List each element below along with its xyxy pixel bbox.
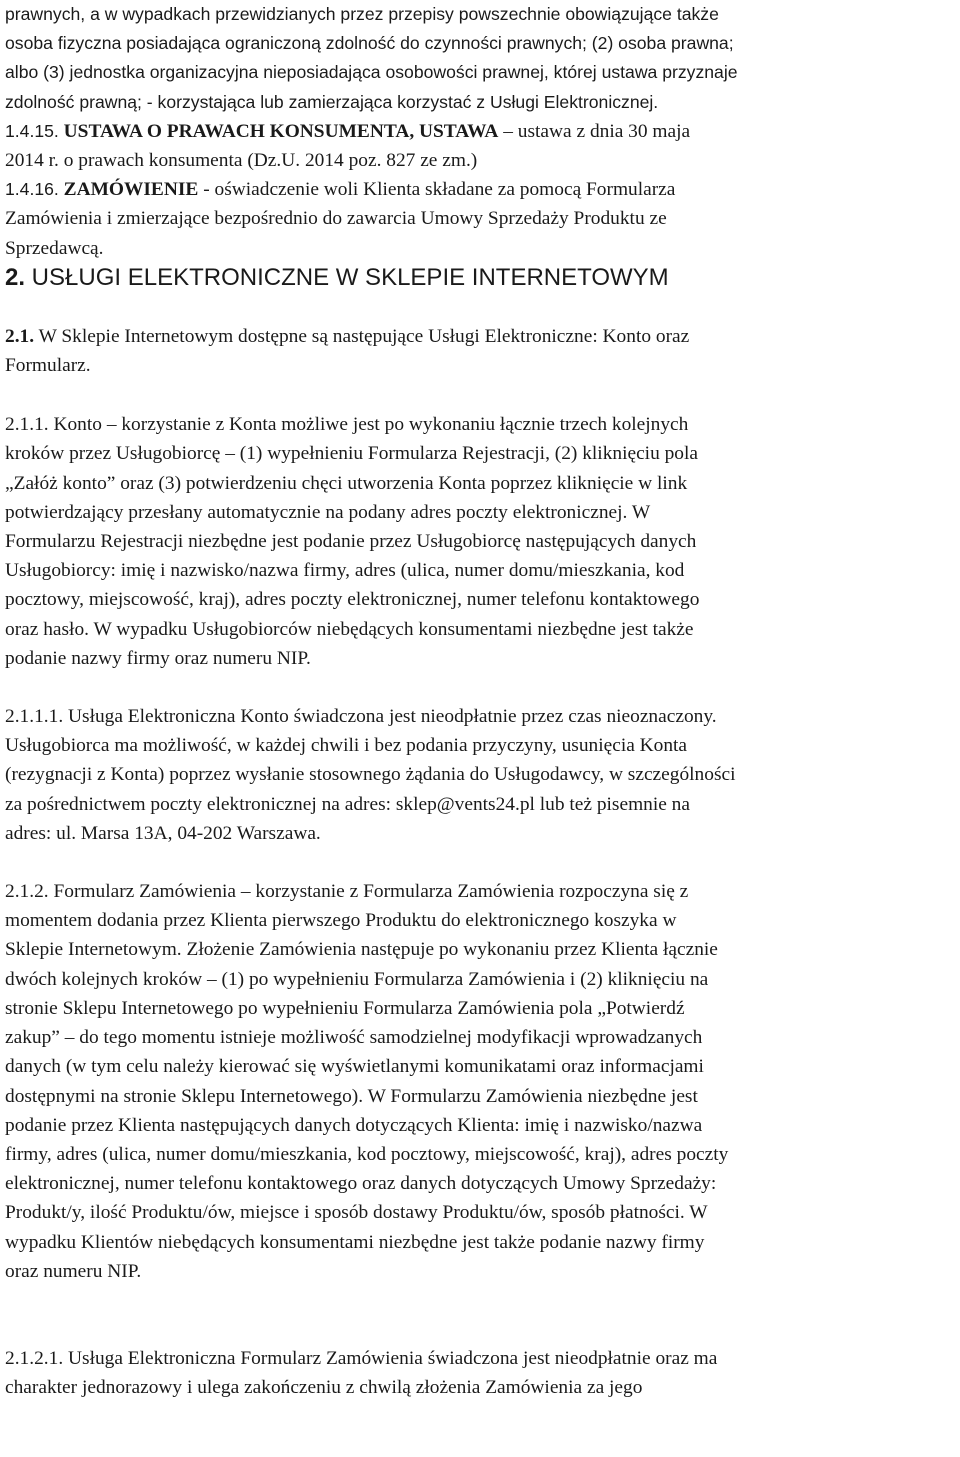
paragraph-2-1-1-1-line-5: adres: ul. Marsa 13A, 04-202 Warszawa. (5, 822, 321, 844)
paragraph-2-1-2-1 (5, 1344, 957, 1402)
paragraph-2-1-2-line-9: podanie przez Klienta następujących danych dotyczących Klienta: imię i nazwisko/nazwa (5, 1114, 703, 1136)
paragraph-2-1-2-line-12: Produkt/y, ilość Produktu/ów, miejsce i sposób dostawy Produktu/ów, sposób płatności. W (5, 1202, 708, 1224)
paragraph-2-1-2-line-6: zakup” – do tego momentu istnieje możliwość samodzielnej modyfikacji wprowadzanych (5, 1027, 703, 1049)
paragraph-text: Usługa Elektroniczna Formularz Zamówienia świadczona jest nieodpłatnie oraz ma (63, 1347, 718, 1369)
definition-1-4-16-line-1 (5, 175, 957, 204)
paragraph-2-1-1-1-line-3: (rezygnacji z Konta) poprzez wysłanie stosownego żądania do Usługodawcy, w szczególności (5, 764, 736, 786)
paragraph-number: 2.1.1. (5, 414, 49, 436)
definition-1-4-15 (5, 117, 957, 175)
definition-number: 1.4.16. (5, 179, 59, 200)
paragraph-text: W Sklepie Internetowym dostępne są następujące Usługi Elektroniczne: Konto oraz (34, 325, 690, 347)
paragraph-number: 2.1.1.1. (5, 706, 64, 728)
paragraph-2-1-2-line-8: dostępnymi na stronie Sklepu Internetowego). W Formularzu Zamówienia niezbędne jest (5, 1085, 698, 1107)
paragraph-text: Formularz Zamówienia – korzystanie z Formularza Zamówienia rozpoczyna się z (48, 881, 689, 903)
intro-line-1: prawnych, a w wypadkach przewidzianych przez przepisy powszechnie obowiązujące także (5, 4, 719, 24)
paragraph-2-1-2-line-5: stronie Sklepu Internetowego po wypełnieniu Formularza Zamówienia pola „Potwierdź (5, 997, 685, 1019)
paragraph-2-1-1-line-7: pocztowy, miejscowość, kraj), adres poczty elektronicznej, numer telefonu kontaktowego (5, 589, 700, 611)
definition-1-4-15-line-1 (5, 117, 957, 146)
paragraph-2-1-1-line-9: podanie nazwy firmy oraz numeru NIP. (5, 647, 311, 669)
definition-term: USTAWA O PRAWACH KONSUMENTA, USTAWA (63, 120, 499, 142)
paragraph-2-1 (5, 322, 957, 380)
paragraph-2-1-2-line-14: oraz numeru NIP. (5, 1260, 142, 1282)
definition-1-4-16 (5, 175, 957, 263)
document-page (5, 0, 957, 1402)
intro-line-2: osoba fizyczna posiadająca ograniczoną zdolność do czynności prawnych; (2) osoba prawna; (5, 33, 734, 54)
paragraph-2-1-2-line-3: Sklepie Internetowym. Złożenie Zamówienia następuje po wykonaniu przez Klienta łącznie (5, 939, 718, 961)
definition-text: - oświadczenie woli Klienta składane za pomocą Formularza (198, 179, 676, 201)
paragraph-2-1-1-1 (5, 702, 957, 848)
paragraph-2-1-2-line-10: firmy, adres (ulica, numer domu/mieszkania, kod pocztowy, miejscowość, kraj), adres poczty (5, 1143, 729, 1165)
paragraph-2-1-2-line-4: dwóch kolejnych kroków – (1) po wypełnieniu Formularza Zamówienia i (2) kliknięciu na (5, 968, 709, 990)
paragraph-text: Usługa Elektroniczna Konto świadczona jest nieodpłatnie przez czas nieoznaczony. (63, 706, 717, 728)
section-number: 2. (5, 263, 26, 291)
definition-term: ZAMÓWIENIE (63, 179, 199, 201)
paragraph-2-1-1-line-2: kroków przez Usługobiorcę – (1) wypełnieniu Formularza Rejestracji, (2) kliknięciu pola (5, 443, 698, 465)
intro-line-4: zdolność prawną; - korzystająca lub zamierzająca korzystać z Usługi Elektronicznej. (5, 91, 659, 112)
paragraph-2-1-1 (5, 410, 957, 673)
definition-1-4-15-line-2: 2014 r. o prawach konsumenta (Dz.U. 2014 poz. 827 ze zm.) (5, 150, 478, 172)
definition-number: 1.4.15. (5, 120, 59, 141)
paragraph-2-1-2-line-2: momentem dodania przez Klienta pierwszego Produktu do elektronicznego koszyka w (5, 910, 677, 932)
section-title: USŁUGI ELEKTRONICZNE W SKLEPIE INTERNETOWYM (25, 263, 669, 291)
paragraph-2-1-1-1-line-2: Usługobiorca ma możliwość, w każdej chwili i bez podania przyczyny, usunięcia Konta (5, 735, 688, 757)
paragraph-2-1-1-line-1 (5, 410, 957, 439)
paragraph-number: 2.1. (5, 325, 35, 347)
paragraph-number: 2.1.2.1. (5, 1347, 64, 1369)
paragraph-2-1-2-1-line-1 (5, 1344, 957, 1373)
paragraph-2-1-2-line-7: danych (w tym celu należy kierować się wyświetlanymi komunikatami oraz informacjami (5, 1056, 704, 1078)
paragraph-number: 2.1.2. (5, 881, 49, 903)
definition-text: – ustawa z dnia 30 maja (498, 120, 691, 142)
paragraph-2-1-1-line-8: oraz hasło. W wypadku Usługobiorców niebędących konsumentami niezbędne jest także (5, 618, 694, 640)
paragraph-2-1-2-line-11: elektronicznej, numer telefonu kontaktowego oraz danych dotyczących Umowy Sprzedaży: (5, 1173, 717, 1195)
intro-line-3: albo (3) jednostka organizacyjna nieposiadająca osobowości prawnej, której ustawa przyznaje (5, 62, 738, 83)
paragraph-2-1-1-line-5: Formularzu Rejestracji niezbędne jest podanie przez Usługobiorcę następujących danych (5, 531, 697, 553)
definition-1-4-16-line-2: Zamówienia i zmierzające bezpośrednio do zawarcia Umowy Sprzedaży Produktu ze (5, 208, 667, 230)
section-2-heading (5, 263, 957, 293)
paragraph-2-1-1-line-6: Usługobiorcy: imię i nazwisko/nazwa firmy, adres (ulica, numer domu/mieszkania, kod (5, 560, 685, 582)
paragraph-2-1-2-line-1 (5, 877, 957, 906)
paragraph-2-1-1-line-3: „Załóż konto” oraz (3) potwierdzeniu chęci utworzenia Konta poprzez kliknięcie w link (5, 472, 688, 494)
intro-paragraph (5, 0, 957, 117)
paragraph-2-1-2-1-line-2: charakter jednorazowy i ulega zakończeniu z chwilą złożenia Zamówienia za jego (5, 1377, 643, 1399)
paragraph-text: Konto – korzystanie z Konta możliwe jest po wykonaniu łącznie trzech kolejnych (48, 414, 689, 436)
definition-1-4-16-line-3: Sprzedawcą. (5, 237, 104, 259)
paragraph-2-1-1-1-line-4: za pośrednictwem poczty elektronicznej na adres: sklep@vents24.pl lub też pisemnie na (5, 793, 690, 815)
paragraph-2-1-line-1 (5, 322, 957, 351)
paragraph-2-1-1-1-line-1 (5, 702, 957, 731)
paragraph-2-1-2 (5, 877, 957, 1286)
paragraph-2-1-line-2: Formularz. (5, 355, 91, 377)
paragraph-2-1-1-line-4: potwierdzający przesłany automatycznie na podany adres poczty elektronicznej. W (5, 501, 651, 523)
paragraph-2-1-2-line-13: wypadku Klientów niebędących konsumentami niezbędne jest także podanie nazwy firmy (5, 1231, 705, 1253)
